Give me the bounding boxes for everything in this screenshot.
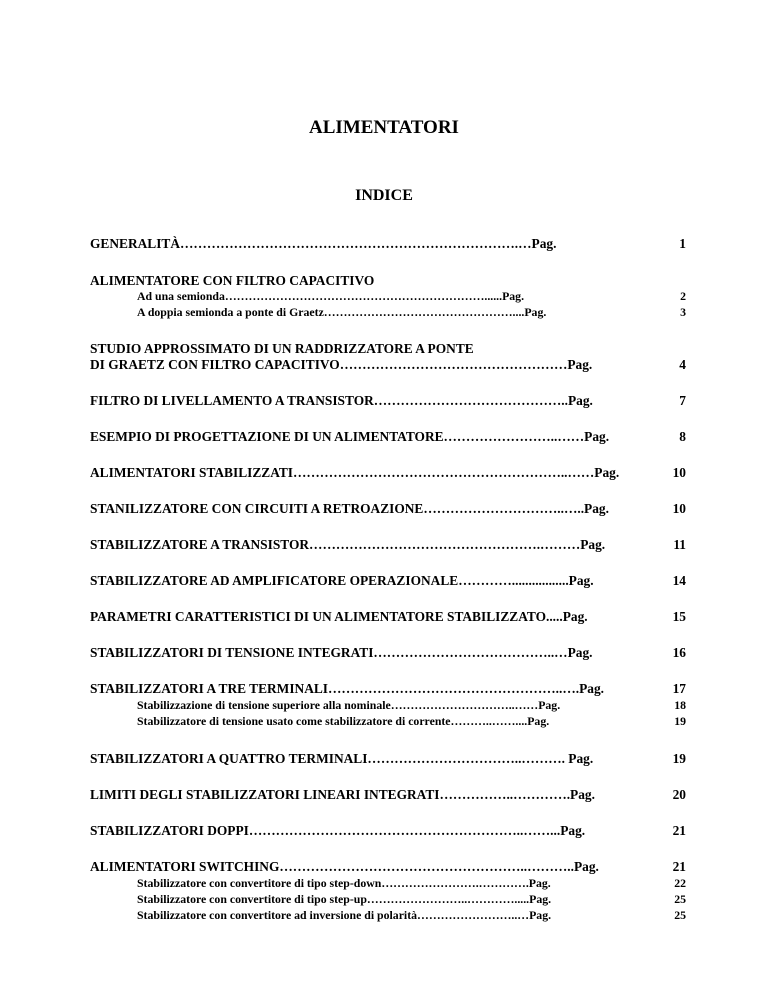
- toc-entry-page: 11: [673, 537, 686, 552]
- toc-entry-text: ALIMENTATORI SWITCHING………………………………………………..………..Pag.: [90, 859, 599, 874]
- toc-entry-page: 3: [680, 305, 686, 319]
- toc-entry-page: 25: [674, 892, 686, 906]
- toc-entry-filtro-livellamento: [90, 392, 686, 410]
- toc-entry-page: 22: [674, 876, 686, 890]
- toc-entry-page: 8: [679, 429, 686, 444]
- toc-entry-alimentatori-stabilizzati: [90, 464, 686, 482]
- toc-entry-page: 19: [674, 714, 686, 728]
- toc-entry-page: 7: [679, 393, 686, 408]
- toc-entry-page: 4: [679, 357, 686, 372]
- toc-entry-tre-terminali: [90, 680, 686, 698]
- toc-entry-text: ALIMENTATORE CON FILTRO CAPACITIVO: [90, 273, 375, 288]
- toc-subentry-tensione-superiore: [137, 698, 686, 713]
- toc-entry-alimentatore-filtro: [90, 272, 590, 290]
- toc-entry-page: 19: [672, 751, 686, 766]
- toc-entry-text: DI GRAETZ CON FILTRO CAPACITIVO……………………………………………Pag.: [90, 357, 593, 372]
- toc-subentry-step-up: [137, 892, 686, 907]
- toc-entry-stabilizzatori-doppi: [90, 822, 686, 840]
- document-title: ALIMENTATORI: [309, 117, 459, 138]
- toc-entry-text: Stabilizzatore con convertitore di tipo step-down…………………….………….Pag.: [137, 876, 551, 890]
- toc-entry-page: 20: [672, 787, 686, 802]
- toc-entry-text: STABILIZZATORE A TRANSISTOR…………………………………………….………Pag.: [90, 537, 606, 552]
- toc-entry-quattro-terminali: [90, 750, 686, 768]
- toc-entry-text: Stabilizzatore con convertitore ad inversione di polarità……………………..…Pag.: [137, 908, 552, 922]
- toc-entry-parametri-caratteristici: [90, 608, 686, 626]
- toc-entry-text: STABILIZZATORE AD AMPLIFICATORE OPERAZIONALE………….................Pag.: [90, 573, 594, 588]
- toc-entry-page: 17: [672, 681, 686, 696]
- toc-entry-text: ALIMENTATORI STABILIZZATI……………………………………………………..……Pag.: [90, 465, 620, 480]
- toc-entry-amplificatore-operazionale: [90, 572, 686, 590]
- toc-entry-tensione-integrati: [90, 644, 686, 662]
- toc-entry-page: 1: [679, 236, 686, 251]
- toc-entry-esempio-progettazione: [90, 428, 686, 446]
- toc-subentry-semionda: [137, 289, 686, 304]
- toc-entry-text: Stabilizzatore di tensione usato come stabilizzatore di corrente………..……....Pag.: [137, 714, 550, 728]
- toc-entry-text: Stabilizzazione di tensione superiore alla nominale…………………………..……Pag.: [137, 698, 561, 712]
- toc-entry-alimentatori-switching: [90, 858, 686, 876]
- toc-subentry-inversione-polarita: [137, 908, 686, 923]
- toc-entry-text: GENERALITÀ………………………………………………………………….…Pag.: [90, 236, 557, 251]
- toc-subentry-doppia-semionda: [137, 305, 686, 320]
- toc-entry-text: STABILIZZATORI DOPPI……………………………………………………..……...Pag.: [90, 823, 586, 838]
- toc-entry-circuiti-retroazione: [90, 500, 686, 518]
- toc-entry-page: 18: [674, 698, 686, 712]
- toc-subentry-stabilizzatore-corrente: [137, 714, 686, 729]
- toc-entry-page: 21: [672, 859, 686, 874]
- toc-entry-page: 15: [672, 609, 686, 624]
- toc-entry-text: STUDIO APPROSSIMATO DI UN RADDRIZZATORE A PONTE: [90, 341, 474, 356]
- toc-entry-text: Ad una semionda…………………………………………………………......Pag.: [137, 289, 525, 303]
- toc-entry-text: ESEMPIO DI PROGETTAZIONE DI UN ALIMENTATORE……………………..……Pag.: [90, 429, 610, 444]
- toc-entry-text: LIMITI DEGLI STABILIZZATORI LINEARI INTEGRATI……………..………….Pag.: [90, 787, 595, 802]
- toc-entry-page: 10: [672, 501, 686, 516]
- toc-entry-generalita: [90, 235, 686, 253]
- toc-entry-text: FILTRO DI LIVELLAMENTO A TRANSISTOR……………………………………..Pag.: [90, 393, 593, 408]
- toc-entry-page: 16: [672, 645, 686, 660]
- toc-entry-page: 2: [680, 289, 686, 303]
- toc-entry-studio-line2: [90, 356, 686, 374]
- toc-entry-limiti-stabilizzatori: [90, 786, 686, 804]
- toc-subentry-step-down: [137, 876, 686, 891]
- toc-entry-text: A doppia semionda a ponte di Graetz…………………………………………....Pag.: [137, 305, 547, 319]
- toc-entry-text: STANILIZZATORE CON CIRCUITI A RETROAZIONE…………………………..…..Pag.: [90, 501, 609, 516]
- toc-entry-page: 21: [672, 823, 686, 838]
- toc-entry-page: 25: [674, 908, 686, 922]
- toc-entry-text: PARAMETRI CARATTERISTICI DI UN ALIMENTATORE STABILIZZATO.....Pag.: [90, 609, 588, 624]
- toc-entry-page: 10: [672, 465, 686, 480]
- index-heading: INDICE: [355, 187, 413, 204]
- toc-entry-text: STABILIZZATORI DI TENSIONE INTEGRATI…………………………………..…Pag.: [90, 645, 593, 660]
- toc-entry-page: 14: [672, 573, 686, 588]
- toc-entry-text: STABILIZZATORI A TRE TERMINALI……………………………………………..….Pag.: [90, 681, 605, 696]
- toc-entry-text: STABILIZZATORI A QUATTRO TERMINALI……………………………..………. Pag.: [90, 751, 594, 766]
- toc-entry-text: Stabilizzatore con convertitore di tipo step-up……………………..………….....Pag.: [137, 892, 552, 906]
- toc-entry-stabilizzatore-transistor: [90, 536, 686, 554]
